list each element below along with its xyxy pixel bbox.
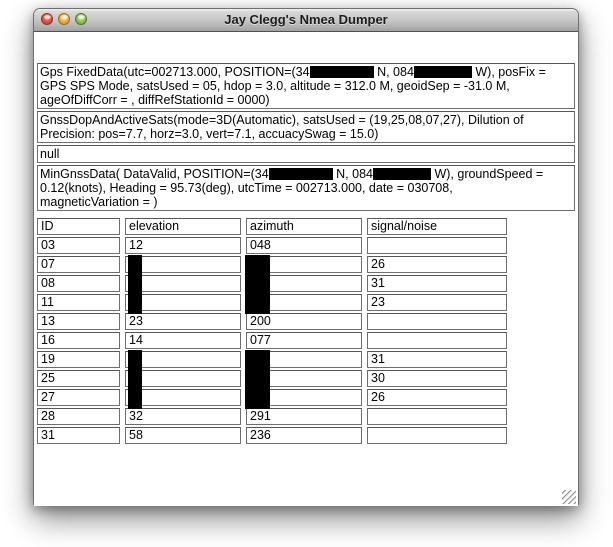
field-min-gnss-data-line	[40, 167, 572, 181]
window-title: Jay Clegg's Nmea Dumper	[224, 12, 388, 27]
field-text: magneticVariation = )	[40, 195, 158, 209]
cell-id-row-11[interactable]: 11	[37, 294, 120, 311]
field-null-field-line	[40, 147, 572, 161]
cell-id-row-07[interactable]: 07	[37, 256, 120, 273]
redaction-box	[245, 293, 270, 314]
field-gps-fixed-data-line	[40, 65, 572, 79]
field-text: Precision: pos=7.7, horz=3.0, vert=7.1, accuacySwag = 15.0)	[40, 127, 379, 141]
cell-snr-row-28[interactable]	[367, 408, 507, 425]
cell-azimuth-row-19[interactable]	[246, 351, 362, 368]
field-text: W), groundSpeed =	[430, 167, 544, 181]
field-text: N, 084	[373, 65, 414, 79]
field-null-field[interactable]	[37, 145, 575, 163]
field-min-gnss-data-line	[40, 195, 572, 209]
redaction-box	[310, 66, 374, 78]
cell-id-row-25[interactable]: 25	[37, 370, 120, 387]
field-gps-fixed-data-line	[40, 79, 572, 93]
cell-id-row-03[interactable]: 03	[37, 237, 120, 254]
satellite-table	[37, 218, 575, 444]
redaction-box	[245, 350, 270, 371]
redaction-box	[128, 350, 142, 371]
field-text: MinGnssData( DataValid, POSITION=(34	[40, 167, 269, 181]
redaction-box	[128, 369, 142, 390]
redaction-box	[128, 388, 142, 409]
cell-snr-row-07[interactable]: 26	[367, 256, 507, 273]
field-gps-fixed-data-line	[40, 93, 572, 107]
field-gnss-dop-active-sats[interactable]	[37, 111, 575, 143]
cell-elevation-row-13[interactable]: 23	[125, 313, 241, 330]
redaction-box	[245, 274, 270, 295]
cell-snr-row-19[interactable]: 31	[367, 351, 507, 368]
field-text: GPS SPS Mode, satsUsed = 05, hdop = 3.0, altitude = 312.0 M, geoidSep = -31.0 M,	[40, 79, 510, 93]
redaction-box	[245, 255, 270, 276]
redaction-box	[128, 274, 142, 295]
field-text: GnssDopAndActiveSats(mode=3D(Automatic), satsUsed = (19,25,08,07,27), Dilution of	[40, 113, 524, 127]
field-text: W), posFix =	[471, 65, 546, 79]
cell-elevation-row-07[interactable]	[125, 256, 241, 273]
redaction-box	[269, 168, 333, 180]
cell-elevation-row-03[interactable]: 12	[125, 237, 241, 254]
cell-elevation-row-31[interactable]: 58	[125, 427, 241, 444]
field-text: null	[40, 147, 60, 161]
redaction-box	[414, 66, 472, 78]
field-min-gnss-data[interactable]	[37, 165, 575, 211]
field-text: 0.12(knots), Heading = 95.73(deg), utcTime = 002713.000, date = 030708,	[40, 181, 453, 195]
cell-snr-row-27[interactable]: 26	[367, 389, 507, 406]
cell-azimuth-row-28[interactable]: 291	[246, 408, 362, 425]
cell-id-row-19[interactable]: 19	[37, 351, 120, 368]
cell-snr-row-25[interactable]: 30	[367, 370, 507, 387]
nmea-sentence-fields	[34, 32, 578, 211]
cell-elevation-row-16[interactable]: 14	[125, 332, 241, 349]
field-text: Gps FixedData(utc=002713.000, POSITION=(34	[40, 65, 310, 79]
field-gnss-dop-active-sats-line	[40, 113, 572, 127]
cell-id-row-27[interactable]: 27	[37, 389, 120, 406]
redaction-box	[128, 255, 142, 276]
cell-elevation-row-08[interactable]	[125, 275, 241, 292]
redaction-box	[245, 369, 270, 390]
window-titlebar[interactable]	[34, 9, 578, 32]
cell-snr-row-03[interactable]	[367, 237, 507, 254]
cell-elevation-row-28[interactable]: 32	[125, 408, 241, 425]
field-text: N, 084	[332, 167, 373, 181]
cell-azimuth-row-13[interactable]: 200	[246, 313, 362, 330]
field-gps-fixed-data[interactable]	[37, 63, 575, 109]
column-header-signal-noise: signal/noise	[367, 218, 507, 235]
cell-snr-row-16[interactable]	[367, 332, 507, 349]
cell-azimuth-row-31[interactable]: 236	[246, 427, 362, 444]
window-content	[34, 32, 578, 506]
cell-elevation-row-11[interactable]	[125, 294, 241, 311]
cell-azimuth-row-08[interactable]	[246, 275, 362, 292]
cell-id-row-08[interactable]: 08	[37, 275, 120, 292]
field-text: ageOfDiffCorr = , diffRefStationId = 0000)	[40, 93, 270, 107]
column-header-elevation: elevation	[125, 218, 241, 235]
cell-id-row-16[interactable]: 16	[37, 332, 120, 349]
column-header-id: ID	[37, 218, 120, 235]
field-min-gnss-data-line	[40, 181, 572, 195]
cell-id-row-31[interactable]: 31	[37, 427, 120, 444]
cell-id-row-13[interactable]: 13	[37, 313, 120, 330]
cell-elevation-row-25[interactable]	[125, 370, 241, 387]
redaction-box	[128, 293, 142, 314]
redaction-box	[245, 388, 270, 409]
field-gnss-dop-active-sats-line	[40, 127, 572, 141]
column-header-azimuth: azimuth	[246, 218, 362, 235]
cell-snr-row-13[interactable]	[367, 313, 507, 330]
cell-azimuth-row-11[interactable]	[246, 294, 362, 311]
cell-azimuth-row-07[interactable]	[246, 256, 362, 273]
cell-elevation-row-19[interactable]	[125, 351, 241, 368]
app-window	[33, 8, 579, 505]
redaction-box	[373, 168, 431, 180]
cell-id-row-28[interactable]: 28	[37, 408, 120, 425]
cell-snr-row-31[interactable]	[367, 427, 507, 444]
cell-snr-row-08[interactable]: 31	[367, 275, 507, 292]
cell-azimuth-row-25[interactable]	[246, 370, 362, 387]
cell-snr-row-11[interactable]: 23	[367, 294, 507, 311]
cell-azimuth-row-03[interactable]: 048	[246, 237, 362, 254]
cell-elevation-row-27[interactable]	[125, 389, 241, 406]
resize-grip[interactable]	[562, 490, 576, 504]
cell-azimuth-row-16[interactable]: 077	[246, 332, 362, 349]
cell-azimuth-row-27[interactable]	[246, 389, 362, 406]
